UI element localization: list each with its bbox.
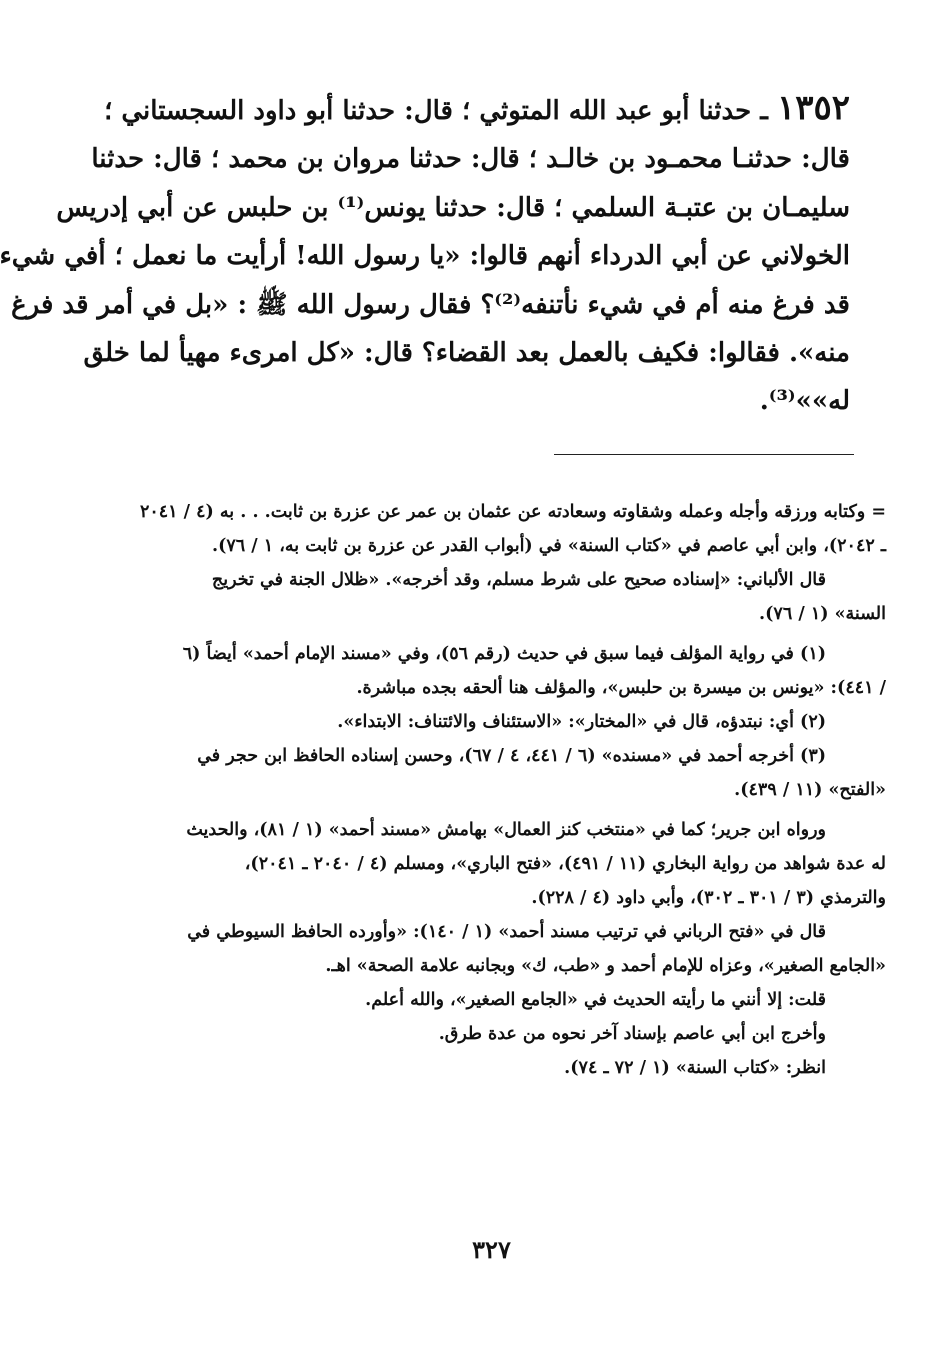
- ibn-abi-asim-note: وأخرج ابن أبي عاصم بإسناد آخر نحوه من عدة طرق.: [438, 1024, 826, 1044]
- hadith-line-4: الخولاني عن أبي الدرداء أنهم قالوا: «يا رسول الله! أرأيت ما نعمل ؛ أفي شيء: [0, 241, 850, 272]
- hadith-line-6: منه». فقالوا: فكيف بالعمل بعد القضاء؟ قال: «كل امرىء مهيأ لما خلق: [83, 338, 850, 369]
- hadith-line-1: ١٣٥٢ ـ حدثنا أبو عبد الله المتوثي ؛ قال: حدثنا أبو داود السجستاني ؛: [104, 88, 850, 128]
- hadith-line-2: قال: حدثنـا محمـود بن خالـد ؛ قال: حدثنا مروان بن محمد ؛ قال: حدثنا: [91, 144, 850, 175]
- hadith-text: [0, 84, 850, 426]
- hadith-line-7: له»»⁽³⁾.: [759, 386, 850, 417]
- ibn-jarir-note: ورواه ابن جرير؛ كما في «منتخب كنز العمال» بهامش «مسند أحمد» (١ / ٨١)، والحديث له عدة شواهد من رواية البخاري (١١ / ٤٩١)، «فتح الباري»، ومسلم (٤ / ٢٠٤٠ ـ ٢٠٤١)، والترمذي (٣ / ٣٠١ ـ ٣٠٢)، وأبي داود (٤ / ٢٢٨).: [186, 820, 886, 908]
- page-number: ٣٢٧: [472, 1235, 511, 1264]
- footnote-separator: [554, 454, 854, 455]
- footnotes: [126, 495, 886, 1085]
- footnote-1: (١) في رواية المؤلف فيما سبق في حديث (رقم ٥٦)، وفي «مسند الإمام أحمد» أيضاً (٦ / ٤٤١): «يونس بن ميسرة بن حلبس»، والمؤلف هنا ألحقه بجده مباشرة.: [182, 644, 886, 698]
- qultu-note: قلت: إلا أنني ما رأيته الحديث في «الجامع الصغير»، والله أعلم.: [365, 990, 826, 1010]
- footnote-continuation: = وكتابه ورزقه وأجله وعمله وشقاوته وسعادته عن عثمان بن عمر عن عزرة بن ثابت. . . به (٤ / ٢٠٤١ ـ ٢٠٤٢)، وابن أبي عاصم في «كتاب السنة» في (أبواب القدر عن عزرة بن ثابت به، ١ / ٧٦).: [139, 502, 886, 556]
- fath-rabbani-note: قال في «فتح الرباني في ترتيب مسند أحمد» (١ / ١٤٠): «وأورده الحافظ السيوطي في «الجامع الصغير»، وعزاه للإمام أحمد و «طب، ك» وبجانبه علامة الصحة» اهـ.: [187, 922, 886, 976]
- footnote-2: (٢) أي: نبتدؤه، قال في «المختار»: «الاستئناف والائتناف: الابتداء».: [337, 712, 826, 732]
- footnote-3: (٣) أخرجه أحمد في «مسنده» (٦ / ٤٤١، ٤ / ٦٧)، وحسن إسناده الحافظ ابن حجر في «الفتح» (١١ / ٤٣٩).: [197, 746, 886, 800]
- hadith-line-5: قد فرغ منه أم في شيء نأتنفه⁽²⁾؟ فقال رسول الله ﷺ : «بل في أمر قد فرغ: [11, 289, 850, 320]
- albani-note: قال الألباني: «إسناده صحيح على شرط مسلم، وقد أخرجه». «ظلال الجنة في تخريج السنة» (١ / ٧٦).: [211, 570, 886, 624]
- hadith-line-3: سليمـان بن عتبـة السلمي ؛ قال: حدثنا يونس⁽¹⁾ بن حلبس عن أبي إدريس: [56, 192, 850, 223]
- hadith-number: ١٣٥٢: [776, 88, 850, 128]
- unzur-note: انظر: «كتاب السنة» (١ / ٧٢ ـ ٧٤).: [564, 1058, 826, 1078]
